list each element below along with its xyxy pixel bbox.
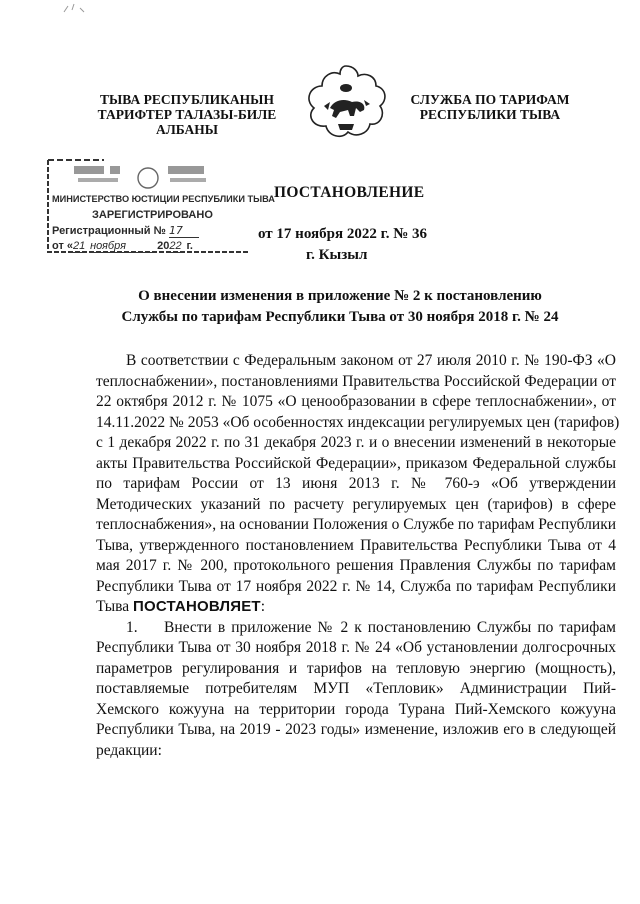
body-line: параметров регулирования и тарифов на тепловую энергию (мощность), — [96, 659, 616, 677]
scan-mark — [62, 2, 92, 16]
stamp-date-row — [52, 240, 193, 253]
decree-type: ПОСТАНОВЛЕНИЕ — [274, 184, 425, 201]
stamp-reg-label: Регистрационный № — [52, 225, 166, 237]
body-line: акты Правительства Российской Федерации», приказом Федеральной службы — [96, 454, 616, 472]
decree-place: г. Кызыл — [306, 247, 368, 263]
registration-stamp — [44, 156, 275, 256]
stamp-ministry: МИНИСТЕРСТВО ЮСТИЦИИ РЕСПУБЛИКИ ТЫВА — [52, 194, 275, 204]
stamp-registered: ЗАРЕГИСТРИРОВАНО — [92, 209, 213, 221]
stamp-emblem-icon — [138, 168, 158, 188]
title-line-1: О внесении изменения в приложение № 2 к постановлению — [138, 288, 542, 304]
header-right-line-1: СЛУЖБА ПО ТАРИФАМ — [410, 92, 570, 107]
stamp-date-year: 22 — [169, 240, 182, 252]
header-right-org — [410, 92, 570, 122]
header-left-line-2: ТАРИФТЕР ТАЛАЗЫ-БИЛЕ — [97, 107, 277, 122]
stamp-date-prefix: от « — [52, 240, 74, 252]
item-1-first-line — [96, 618, 616, 639]
header-left-line-1: ТЫВА РЕСПУБЛИКАНЫН — [100, 92, 274, 107]
body-line: 22 октября 2012 г. № 1075 «О ценообразовании в сфере теплоснабжении», от — [96, 393, 616, 410]
body-line: теплоснабжении», постановлениями Правительства Российской Федерации от — [96, 372, 616, 390]
stamp-date-year-prefix: 20 — [157, 240, 170, 252]
body-line: мая 2017 г. № 200, протокольного решения Правления Службы по тарифам — [96, 557, 616, 574]
body-line: 14.11.2022 № 2053 «Об особенностях индексации регулируемых цен (тарифов) — [96, 413, 620, 431]
tuva-emblem-icon — [300, 62, 392, 142]
stamp-date-day: 21 — [73, 240, 86, 252]
stamp-date-suffix: г. — [186, 240, 193, 252]
body-line: В соответствии с Федеральным законом от 27 июля 2010 г. № 190-ФЗ «О — [126, 352, 616, 369]
body-line-final: редакции: — [96, 741, 162, 759]
resolves-suffix: : — [260, 598, 266, 615]
document-title — [60, 286, 620, 328]
item-1-text: Внести в приложение № 2 к постановлению Службы по тарифам — [164, 618, 616, 636]
header-left-line-3: АЛБАНЫ — [155, 122, 219, 137]
body-line: Республики Тыва от 30 ноября 2018 г. № 24 «Об установлении долгосрочных — [96, 639, 616, 656]
stamp-date-month: ноября — [90, 240, 154, 253]
resolves-prefix: Тыва — [96, 598, 130, 615]
item-1-number: 1. — [126, 618, 138, 636]
body-line: Хемского кожууна на территории города Турана Пий-Хемского кожууна — [96, 700, 616, 718]
body-line: теплоснабжения», на основании Положения о Службе по тарифам Республики — [96, 516, 617, 533]
body-line-resolves — [96, 597, 616, 618]
body-line: поставляемые потребителям МУП «Тепловик» Администрации Пий- — [96, 680, 616, 697]
body-line: с 1 декабря 2022 г. по 31 декабря 2023 г. и о внесении изменений в некоторые — [96, 434, 616, 451]
body-paragraph-1 — [96, 351, 620, 761]
stamp-reg-row — [52, 224, 199, 238]
stamp-reg-number: 17 — [169, 224, 199, 238]
body-line: Тыва, утвержденного постановлением Правительства Республики Тыва от 4 — [96, 536, 616, 554]
title-line-2: Службы по тарифам Республики Тыва от 30 ноября 2018 г. № 24 — [121, 309, 559, 325]
header-right-line-2: РЕСПУБЛИКИ ТЫВА — [419, 107, 561, 122]
header-left-org — [92, 92, 282, 137]
decree-date-number: от 17 ноября 2022 г. № 36 — [258, 226, 428, 242]
body-line: Республики Тыва от 17 ноября 2022 г. № 14, Служба по тарифам Республики — [96, 577, 616, 595]
body-line: по тарифам России от 13 июня 2013 г. № 760-э «Об утверждении — [96, 475, 616, 492]
resolves-keyword: ПОСТАНОВЛЯЕТ — [132, 598, 261, 615]
body-line: Республики Тыва, на 2019 - 2023 годы» изменение, изложив его в следующей — [96, 721, 616, 738]
body-line: Методических указаний по расчету регулируемых цен (тарифов) в сфере — [96, 495, 616, 513]
